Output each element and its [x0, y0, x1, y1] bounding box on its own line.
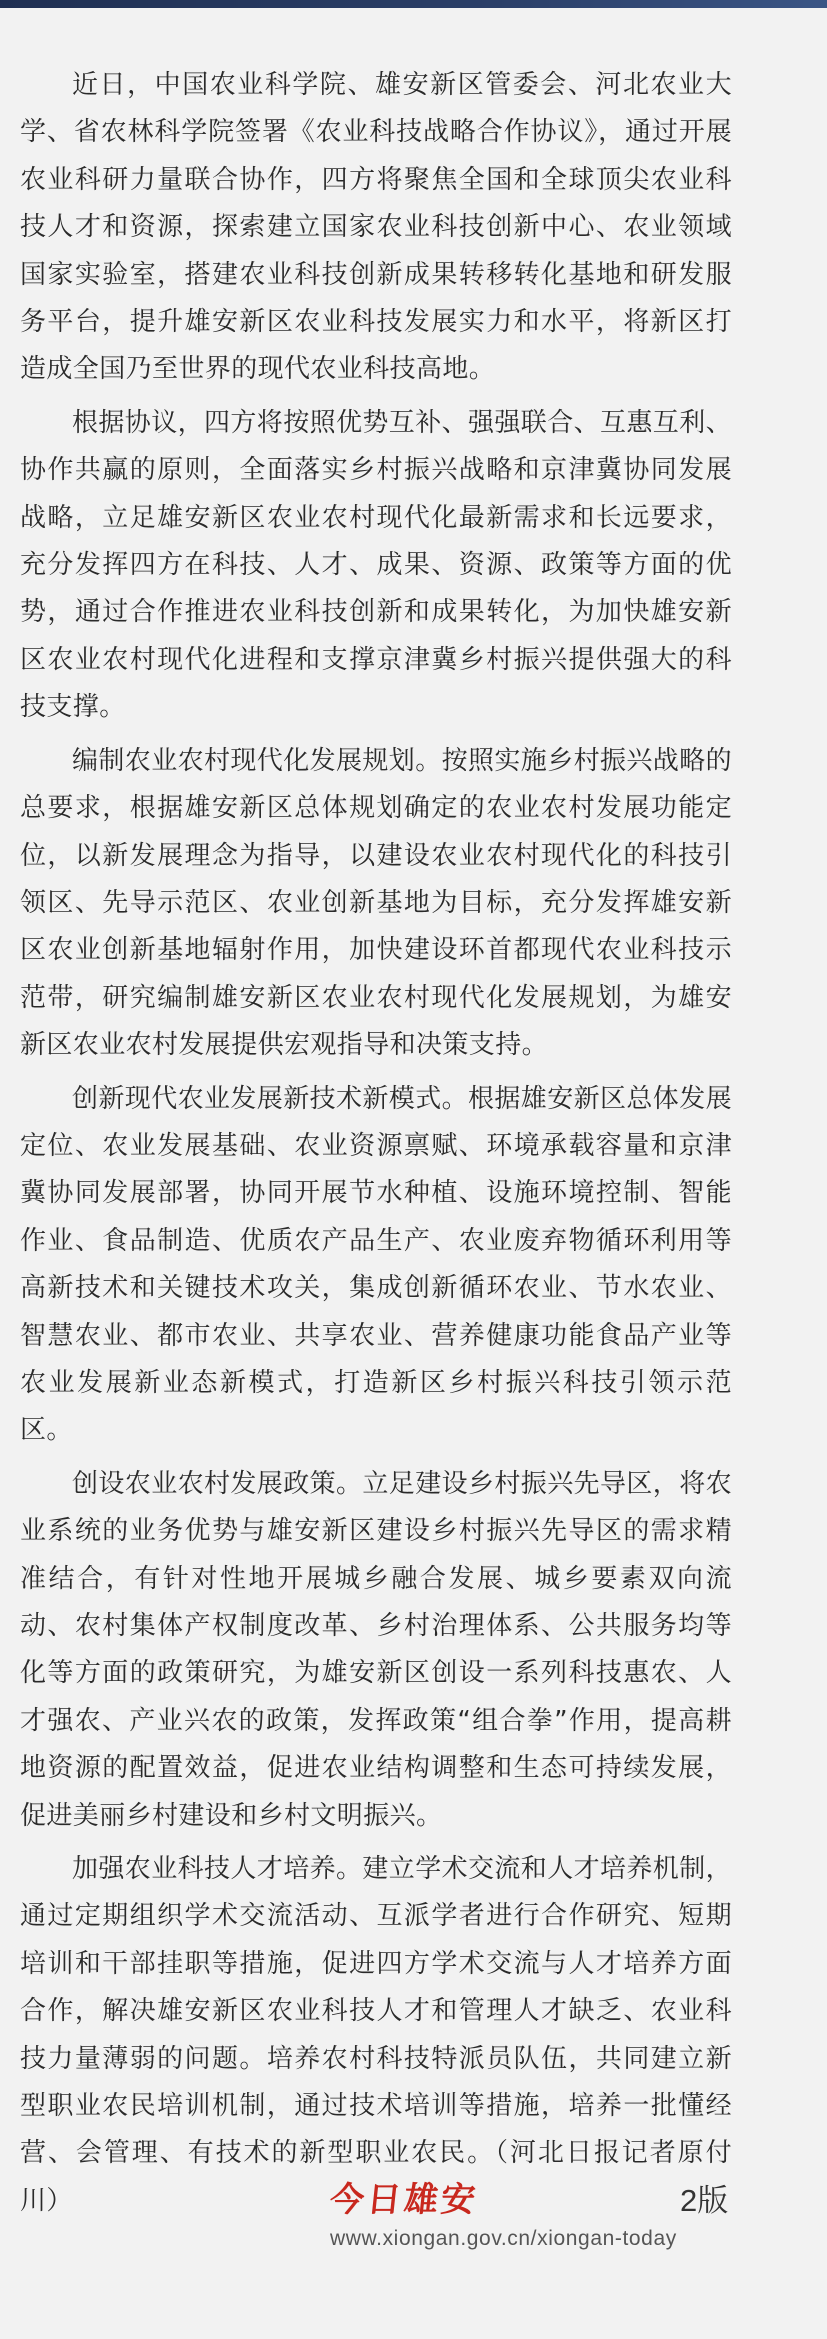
paragraph-talent: 加强农业科技人才培养。建立学术交流和人才培养机制，通过定期组织学术交流活动、互派学者进行合作研究、短期培训和干部挂职等措施，促进四方学术交流与人才培养方面合作，解决雄安新区农业科技人才和管理人才缺乏、农业科技力量薄弱的问题。培养农村科技特派员队伍，共同建立新型职业农民培训机制，通过技术培训等措施，培养一批懂经营、会管理、有技术的新型职业农民。（河北日报记者原付川）: [20, 1854, 733, 2216]
paragraph-policy: 创设农业农村发展政策。立足建设乡村振兴先导区，将农业系统的业务优势与雄安新区建设乡村振兴先导区的需求精准结合，有针对性地开展城乡融合发展、城乡要素双向流动、农村集体产权制度改革、乡村治理体系、公共服务均等化等方面的政策研究，为雄安新区创设一系列科技惠农、人才强农、产业兴农的政策，发挥政策“组合拳”作用，提高耕地资源的配置效益，促进农业结构调整和生态可持续发展，促进美丽乡村建设和乡村文明振兴。: [20, 1468, 733, 1831]
publication-logo: 今日雄安: [327, 2180, 481, 2220]
page-footer: [0, 2180, 827, 2270]
website-url: www.xiongan.gov.cn/xiongan-today: [330, 2227, 677, 2250]
article-body: [20, 62, 732, 2231]
paragraph-innovation: 创新现代农业发展新技术新模式。根据雄安新区总体发展定位、农业发展基础、农业资源禀赋、环境承载容量和京津冀协同发展部署，协同开展节水种植、设施环境控制、智能作业、食品制造、优质农产品生产、农业废弃物循环利用等高新技术和关键技术攻关，集成创新循环农业、节水农业、智慧农业、都市农业、共享农业、营养健康功能食品产业等农业发展新业态新模式，打造新区乡村振兴科技引领示范区。: [20, 1083, 733, 1446]
top-accent-bar: [0, 0, 827, 8]
paragraph-intro: 近日，中国农业科学院、雄安新区管委会、河北农业大学、省农林科学院签署《农业科技战略合作协议》，通过开展农业科研力量联合协作，四方将聚焦全国和全球顶尖农业科技人才和资源，探索建立国家农业科技创新中心、农业领域国家实验室，搭建农业科技创新成果转移转化基地和研发服务平台，提升雄安新区农业科技发展实力和水平，将新区打造成全国乃至世界的现代农业科技高地。: [20, 70, 732, 385]
page-number-label: 2版: [680, 2183, 729, 2218]
paragraph-planning: 编制农业农村现代化发展规划。按照实施乡村振兴战略的总要求，根据雄安新区总体规划确定的农业农村发展功能定位，以新发展理念为指导，以建设农业农村现代化的科技引领区、先导示范区、农业创新基地为目标，充分发挥雄安新区农业创新基地辐射作用，加快建设环首都现代农业科技示范带，研究编制雄安新区农业农村现代化发展规划，为雄安新区农业农村发展提供宏观指导和决策支持。: [20, 745, 733, 1061]
paragraph-agreement: 根据协议，四方将按照优势互补、强强联合、互惠互利、协作共赢的原则，全面落实乡村振兴战略和京津冀协同发展战略，立足雄安新区农业农村现代化最新需求和长远要求，充分发挥四方在科技、人才、成果、资源、政策等方面的优势，通过合作推进农业科技创新和成果转化，为加快雄安新区农业农村现代化进程和支撑京津冀乡村振兴提供强大的科技支撑。: [20, 407, 733, 723]
